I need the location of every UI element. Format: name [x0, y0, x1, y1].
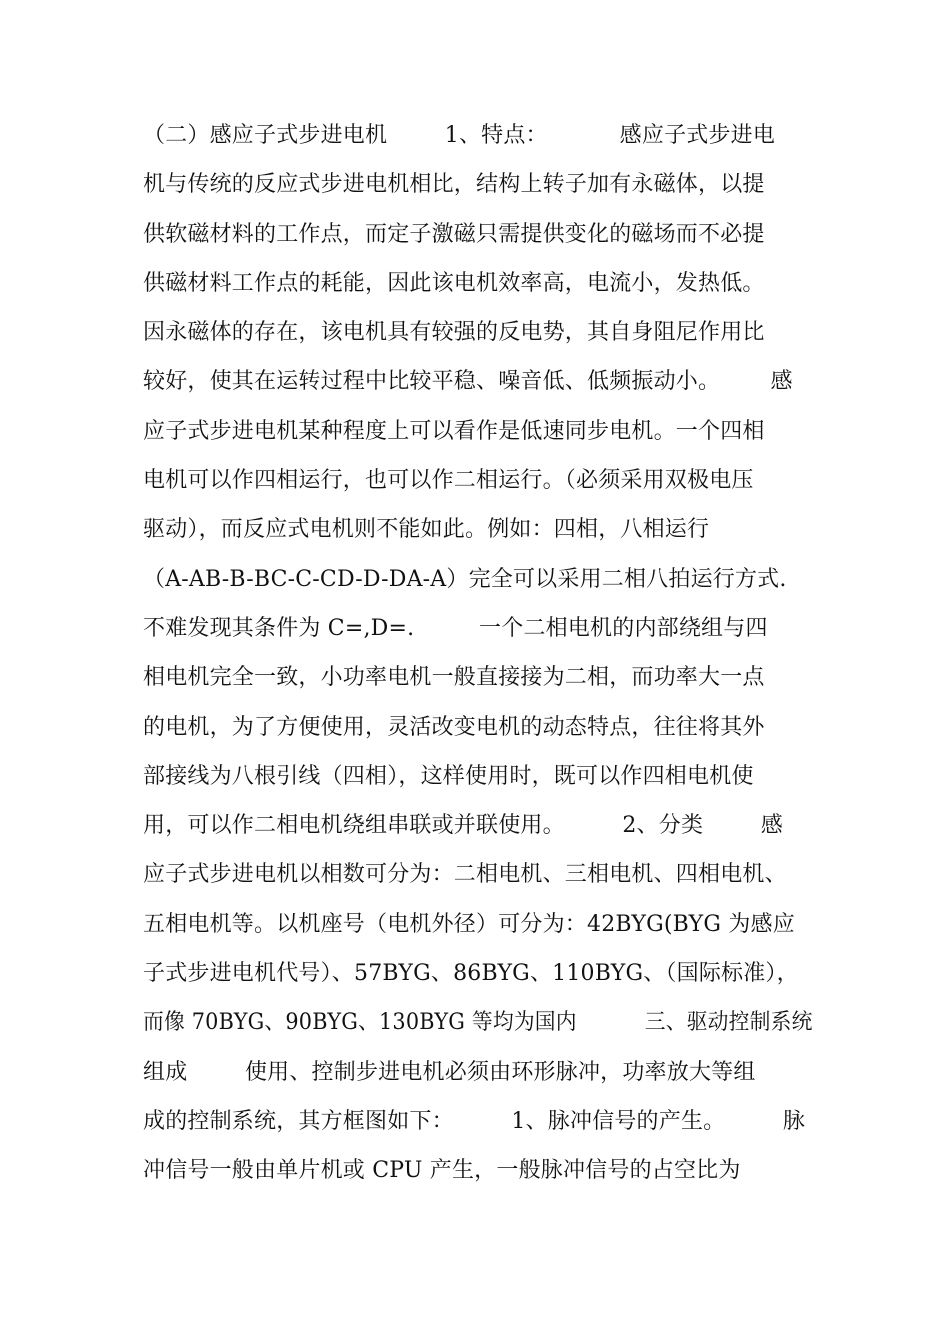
- text-line: 较好，使其在运转过程中比较平稳、噪音低、低频振动小。 感: [143, 369, 793, 395]
- text-line: 供软磁材料的工作点，而定子激磁只需提供变化的磁场而不必提: [143, 221, 765, 247]
- text-line: 电机可以作四相运行，也可以作二相运行。（必须采用双极电压: [143, 468, 754, 494]
- text-line: 冲信号一般由单片机或 CPU 产生，一般脉冲信号的占空比为: [143, 1158, 741, 1184]
- text-line: 因永磁体的存在，该电机具有较强的反电势，其自身阻尼作用比: [143, 320, 765, 346]
- text-line: 而像 70BYG、90BYG、130BYG 等均为国内 三、驱动控制系统: [143, 1010, 813, 1036]
- text-line: 用，可以作二相电机绕组串联或并联使用。 2、分类 感: [143, 813, 783, 839]
- text-line: 成的控制系统，其方框图如下： 1、脉冲信号的产生。 脉: [143, 1108, 806, 1134]
- body-text: [143, 118, 813, 1203]
- text-line: （A-AB-B-BC-C-CD-D-DA-A）完全可以采用二相八拍运行方式.: [143, 566, 787, 592]
- text-line: 应子式步进电机以相数可分为：二相电机、三相电机、四相电机、: [143, 862, 787, 888]
- text-line: 不难发现其条件为 C=,D=. 一个二相电机的内部绕组与四: [143, 615, 768, 641]
- text-line: 机与传统的反应式步进电机相比，结构上转子加有永磁体，以提: [143, 172, 765, 198]
- text-line: 相电机完全一致，小功率电机一般直接接为二相，而功率大一点: [143, 665, 765, 691]
- text-line: 子式步进电机代号）、57BYG、86BYG、110BYG、（国际标准），: [143, 961, 799, 987]
- text-line: 的电机，为了方便使用，灵活改变电机的动态特点，往往将其外: [143, 714, 765, 740]
- text-line: 部接线为八根引线（四相），这样使用时，既可以作四相电机使: [143, 763, 754, 789]
- text-line: 五相电机等。以机座号（电机外径）可分为：42BYG(BYG 为感应: [143, 911, 795, 937]
- text-line: （二）感应子式步进电机 1、特点： 感应子式步进电: [143, 123, 776, 148]
- text-line: 驱动），而反应式电机则不能如此。例如：四相，八相运行: [143, 517, 710, 543]
- text-line: 供磁材料工作点的耗能，因此该电机效率高，电流小，发热低。: [143, 270, 765, 296]
- text-line: 组成 使用、控制步进电机必须由环形脉冲，功率放大等组: [143, 1059, 756, 1085]
- text-line: 应子式步进电机某种程度上可以看作是低速同步电机。一个四相: [143, 418, 765, 444]
